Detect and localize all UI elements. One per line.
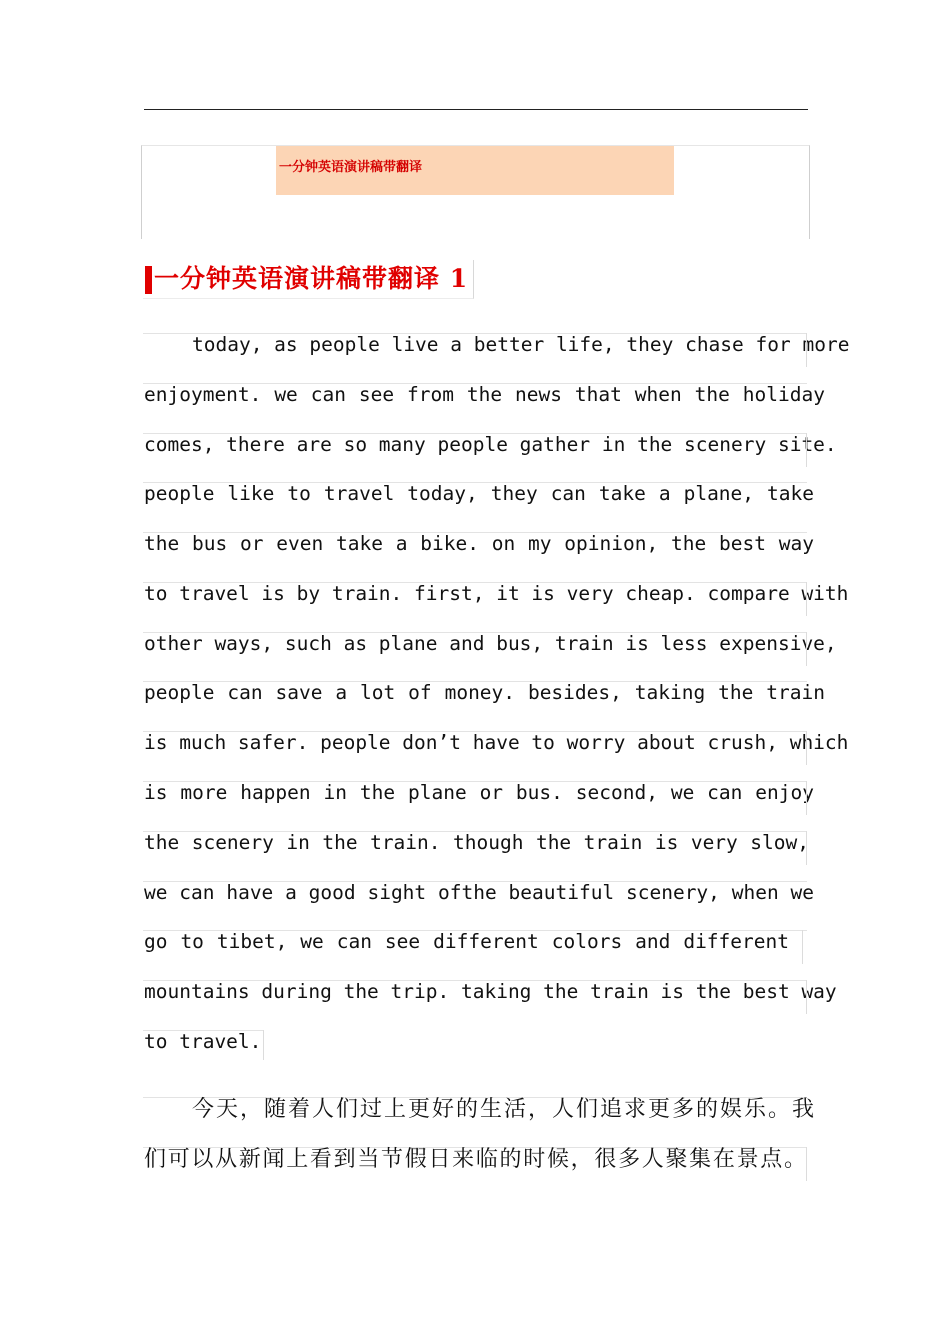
text-guide [806,433,807,467]
english-line: is more happen in the plane or bus. second, we can enjoy [144,781,814,804]
header-banner-title: 一分钟英语演讲稿带翻译 [279,160,423,175]
text-guide [143,930,807,931]
chinese-line: 们可以从新闻上看到当节假日来临的时候，很多人聚集在景点。 [144,1147,806,1172]
text-guide [143,1030,263,1031]
text-guide [806,1147,807,1181]
text-guide [143,532,807,533]
english-line: today, as people live a better life, they chase for more [192,333,850,356]
english-line: go to tibet, we can see different colors and different [144,930,789,953]
text-guide [806,632,807,666]
text-guide [802,930,803,964]
english-line: we can have a good sight ofthe beautiful scenery, when we [144,881,814,904]
text-guide [143,333,807,334]
text-guide [143,980,807,981]
text-guide [143,881,807,882]
english-line: to travel. [144,1030,262,1053]
text-guide [143,433,807,434]
text-guide [806,831,807,865]
text-guide [143,781,807,782]
english-line: comes, there are so many people gather in the scenery site. [144,433,837,456]
english-line: to travel is by train. first, it is very cheap. compare with [144,582,849,605]
text-guide [806,582,807,616]
english-line: the bus or even take a bike. on my opinion, the best way [144,532,814,555]
text-guide [263,1030,264,1060]
text-guide [143,681,807,682]
english-line: the scenery in the train. though the train is very slow, [144,831,809,854]
text-guide [143,482,807,483]
english-line: enjoyment. we can see from the news that when the holiday [144,383,825,406]
english-line: is much safer. people don’t have to worry about crush, which [144,731,849,754]
english-line: other ways, such as plane and bus, train is less expensive, [144,632,837,655]
heading-marker [145,266,152,294]
text-guide [143,831,807,832]
text-guide [143,383,807,384]
chinese-line: 今天，随着人们过上更好的生活，人们追求更多的娱乐。我 [192,1097,814,1122]
top-rule [144,109,808,110]
text-guide [143,582,807,583]
text-guide [806,333,807,367]
text-guide [806,781,807,815]
english-line: people like to travel today, they can take a plane, take [144,482,814,505]
text-guide [806,980,807,1014]
english-line: mountains during the trip. taking the train is the best way [144,980,837,1003]
english-line: people can save a lot of money. besides, taking the train [144,681,825,704]
text-guide [806,731,807,765]
text-guide [143,731,807,732]
section-heading: 一分钟英语演讲稿带翻译 1 [154,264,469,293]
text-guide [143,632,807,633]
